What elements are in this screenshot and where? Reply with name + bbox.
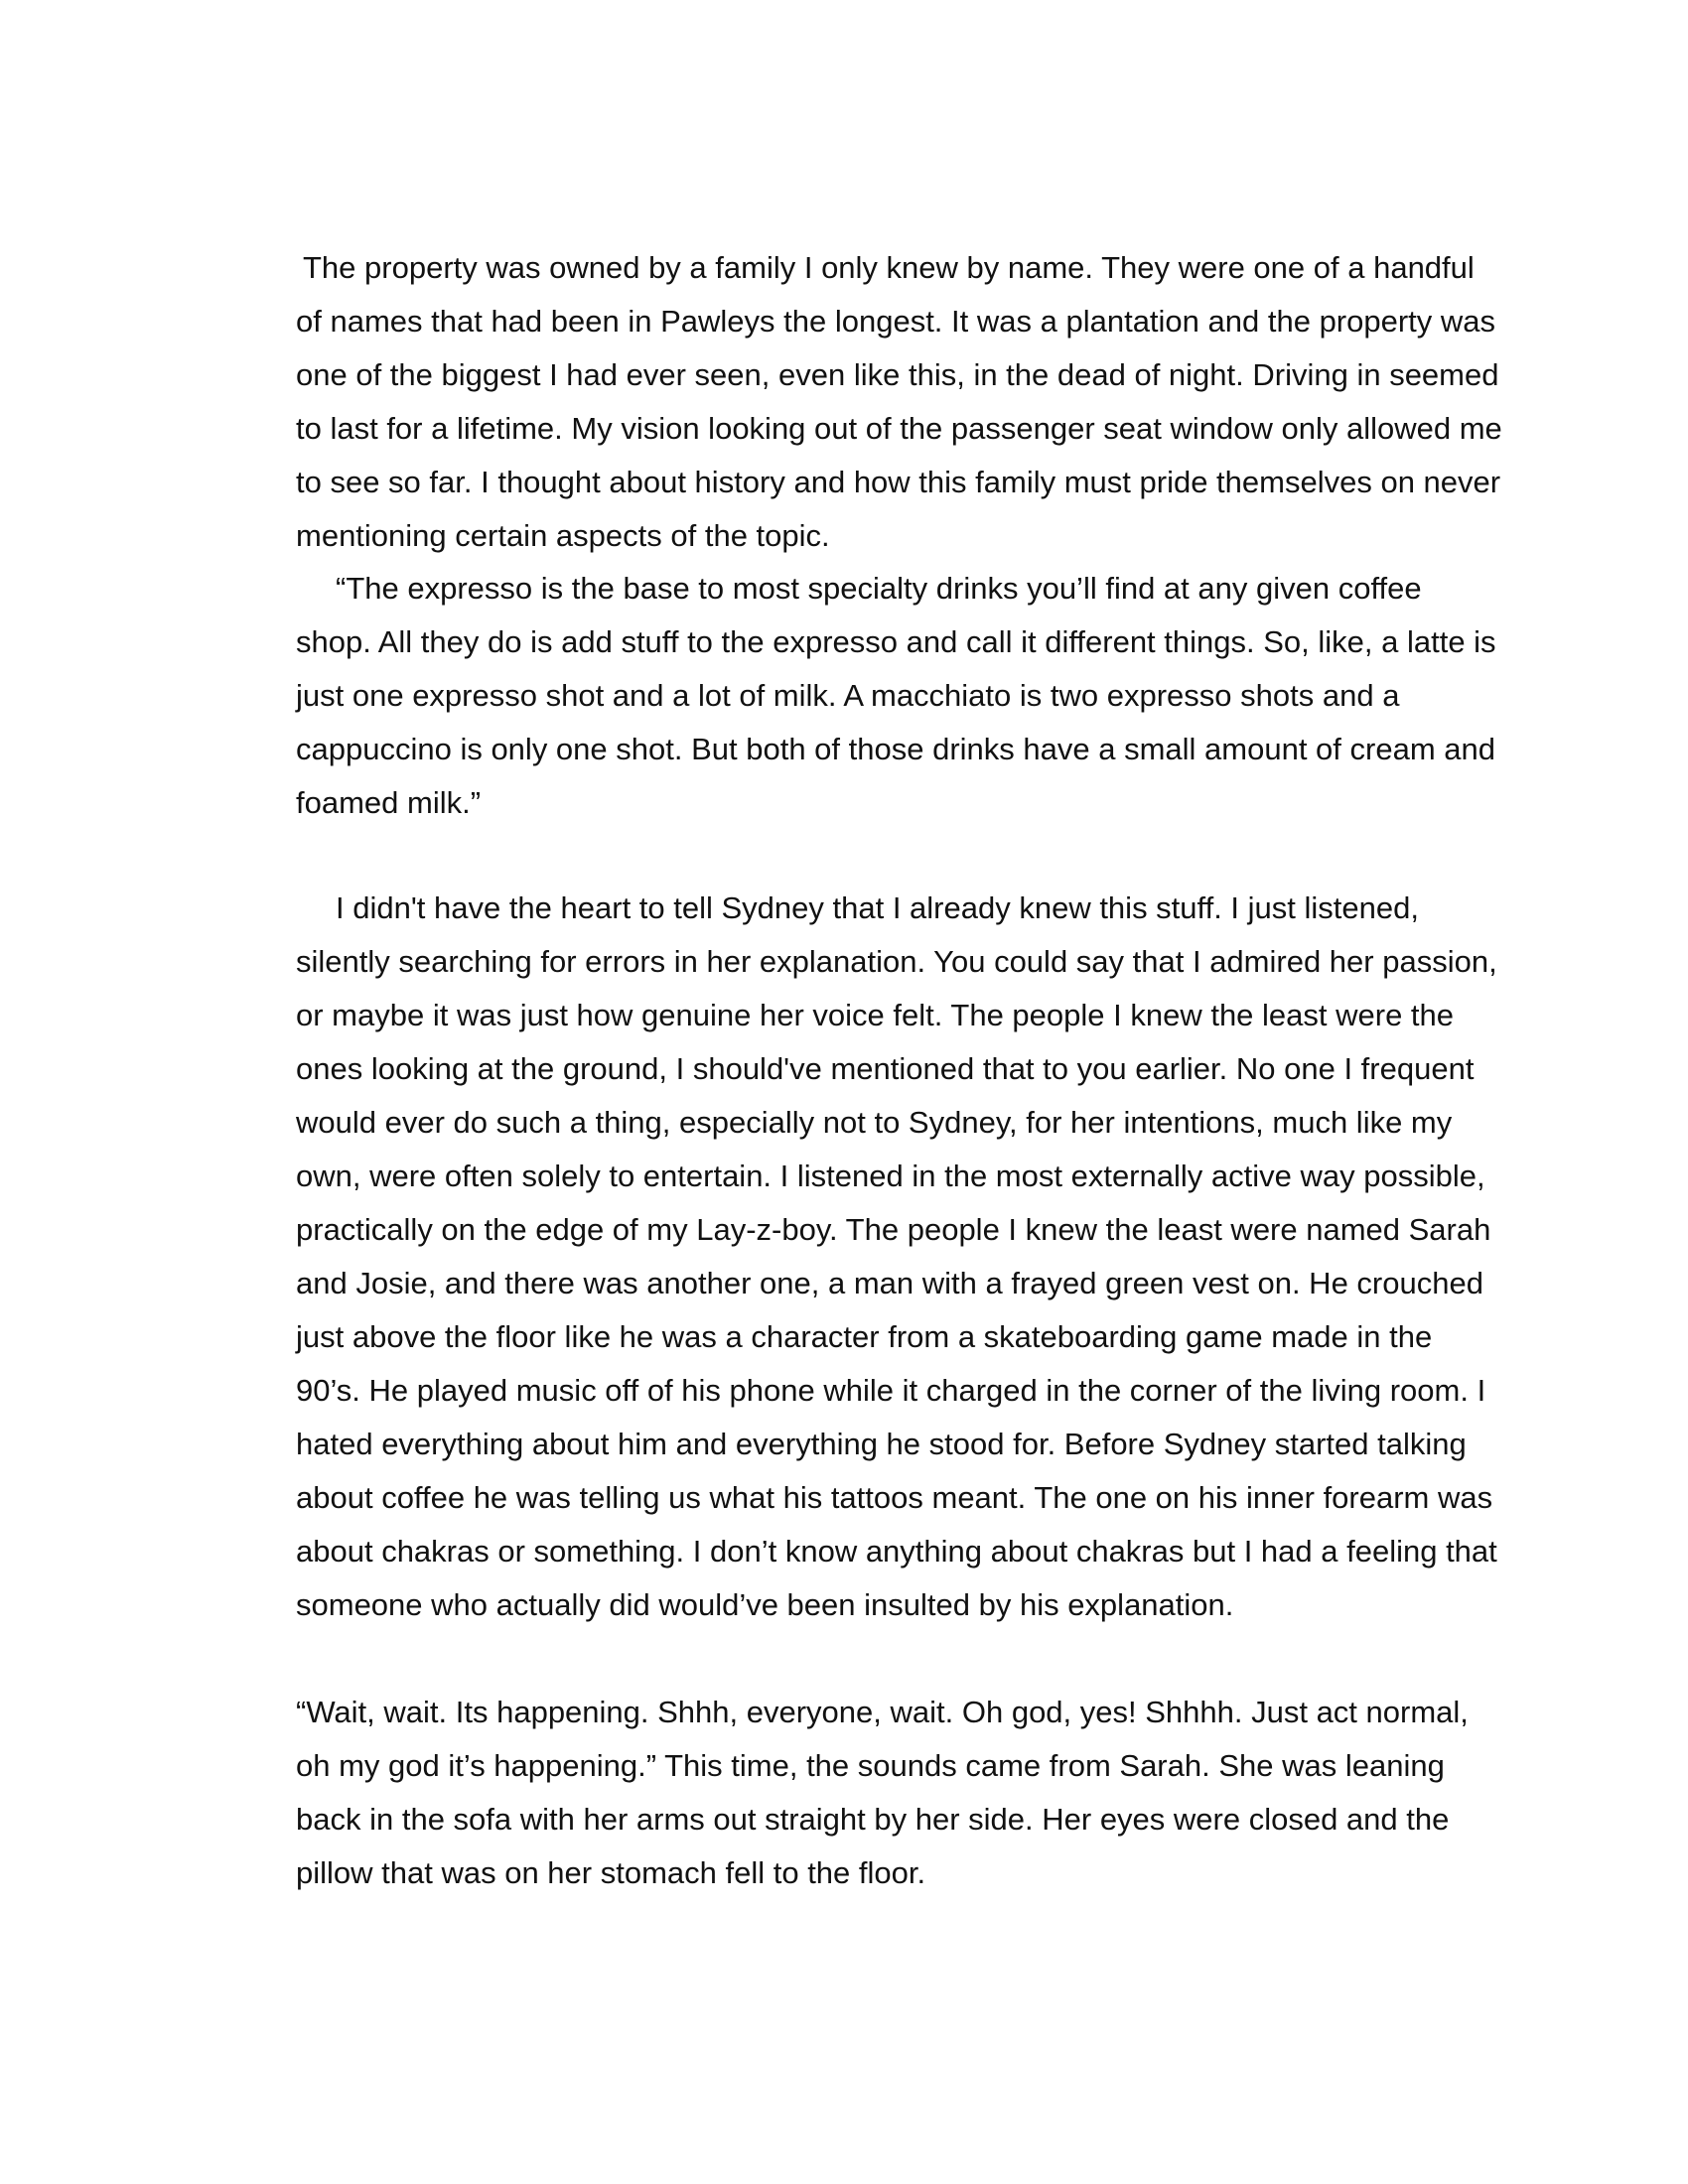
paragraph-sarah (296, 1686, 1487, 1900)
text-line: shop. All they do is add stuff to the expresso and call it different things. So, like, a latte is (296, 624, 1496, 659)
text-line: about chakras or something. I don’t know anything about chakras but I had a feeling that (296, 1534, 1497, 1569)
text-line: just one expresso shot and a lot of milk. A macchiato is two expresso shots and a (296, 678, 1400, 713)
text-line: cappuccino is only one shot. But both of those drinks have a small amount of cream and (296, 732, 1495, 766)
text-line: someone who actually did would’ve been insulted by his explanation. (296, 1587, 1234, 1622)
paragraph-sydney (296, 882, 1497, 1632)
text-line: silently searching for errors in her explanation. You could say that I admired her passion, (296, 944, 1497, 979)
text-line: 90’s. He played music off of his phone while it charged in the corner of the living room. I (296, 1373, 1486, 1408)
text-line: or maybe it was just how genuine her voice felt. The people I knew the least were the (296, 998, 1455, 1032)
paragraph-expresso-dialogue (296, 562, 1496, 830)
text-line: mentioning certain aspects of the topic. (296, 518, 830, 553)
text-line: “Wait, wait. Its happening. Shhh, everyone, wait. Oh god, yes! Shhhh. Just act normal, (296, 1695, 1469, 1729)
text-line: and Josie, and there was another one, a man with a frayed green vest on. He crouched (296, 1266, 1483, 1300)
text-line: back in the sofa with her arms out straight by her side. Her eyes were closed and the (296, 1802, 1450, 1837)
text-line: just above the floor like he was a character from a skateboarding game made in the (296, 1319, 1433, 1354)
text-line: ones looking at the ground, I should've mentioned that to you earlier. No one I frequent (296, 1051, 1475, 1086)
text-line: practically on the edge of my Lay-z-boy. The people I knew the least were named Sarah (296, 1212, 1491, 1247)
text-line: oh my god it’s happening.” This time, the sounds came from Sarah. She was leaning (296, 1748, 1445, 1783)
text-line: one of the biggest I had ever seen, even like this, in the dead of night. Driving in seemed (296, 357, 1499, 392)
text-line: to last for a lifetime. My vision looking out of the passenger seat window only allowed me (296, 411, 1502, 446)
text-line: would ever do such a thing, especially not to Sydney, for her intentions, much like my (296, 1105, 1453, 1140)
text-line: foamed milk.” (296, 785, 482, 820)
text-line: pillow that was on her stomach fell to the floor. (296, 1855, 926, 1890)
paragraph-property (296, 241, 1502, 563)
text-line: of names that had been in Pawleys the longest. It was a plantation and the property was (296, 304, 1496, 339)
text-line: to see so far. I thought about history and how this family must pride themselves on never (296, 465, 1501, 499)
text-line: own, were often solely to entertain. I listened in the most externally active way possible, (296, 1159, 1485, 1193)
text-line: I didn't have the heart to tell Sydney that I already knew this stuff. I just listened, (336, 890, 1419, 925)
text-line: about coffee he was telling us what his tattoos meant. The one on his inner forearm was (296, 1480, 1493, 1515)
text-line: hated everything about him and everything he stood for. Before Sydney started talking (296, 1427, 1467, 1461)
text-line: The property was owned by a family I only knew by name. They were one of a handful (303, 250, 1475, 285)
text-line: “The expresso is the base to most specialty drinks you’ll find at any given coffee (336, 571, 1422, 606)
